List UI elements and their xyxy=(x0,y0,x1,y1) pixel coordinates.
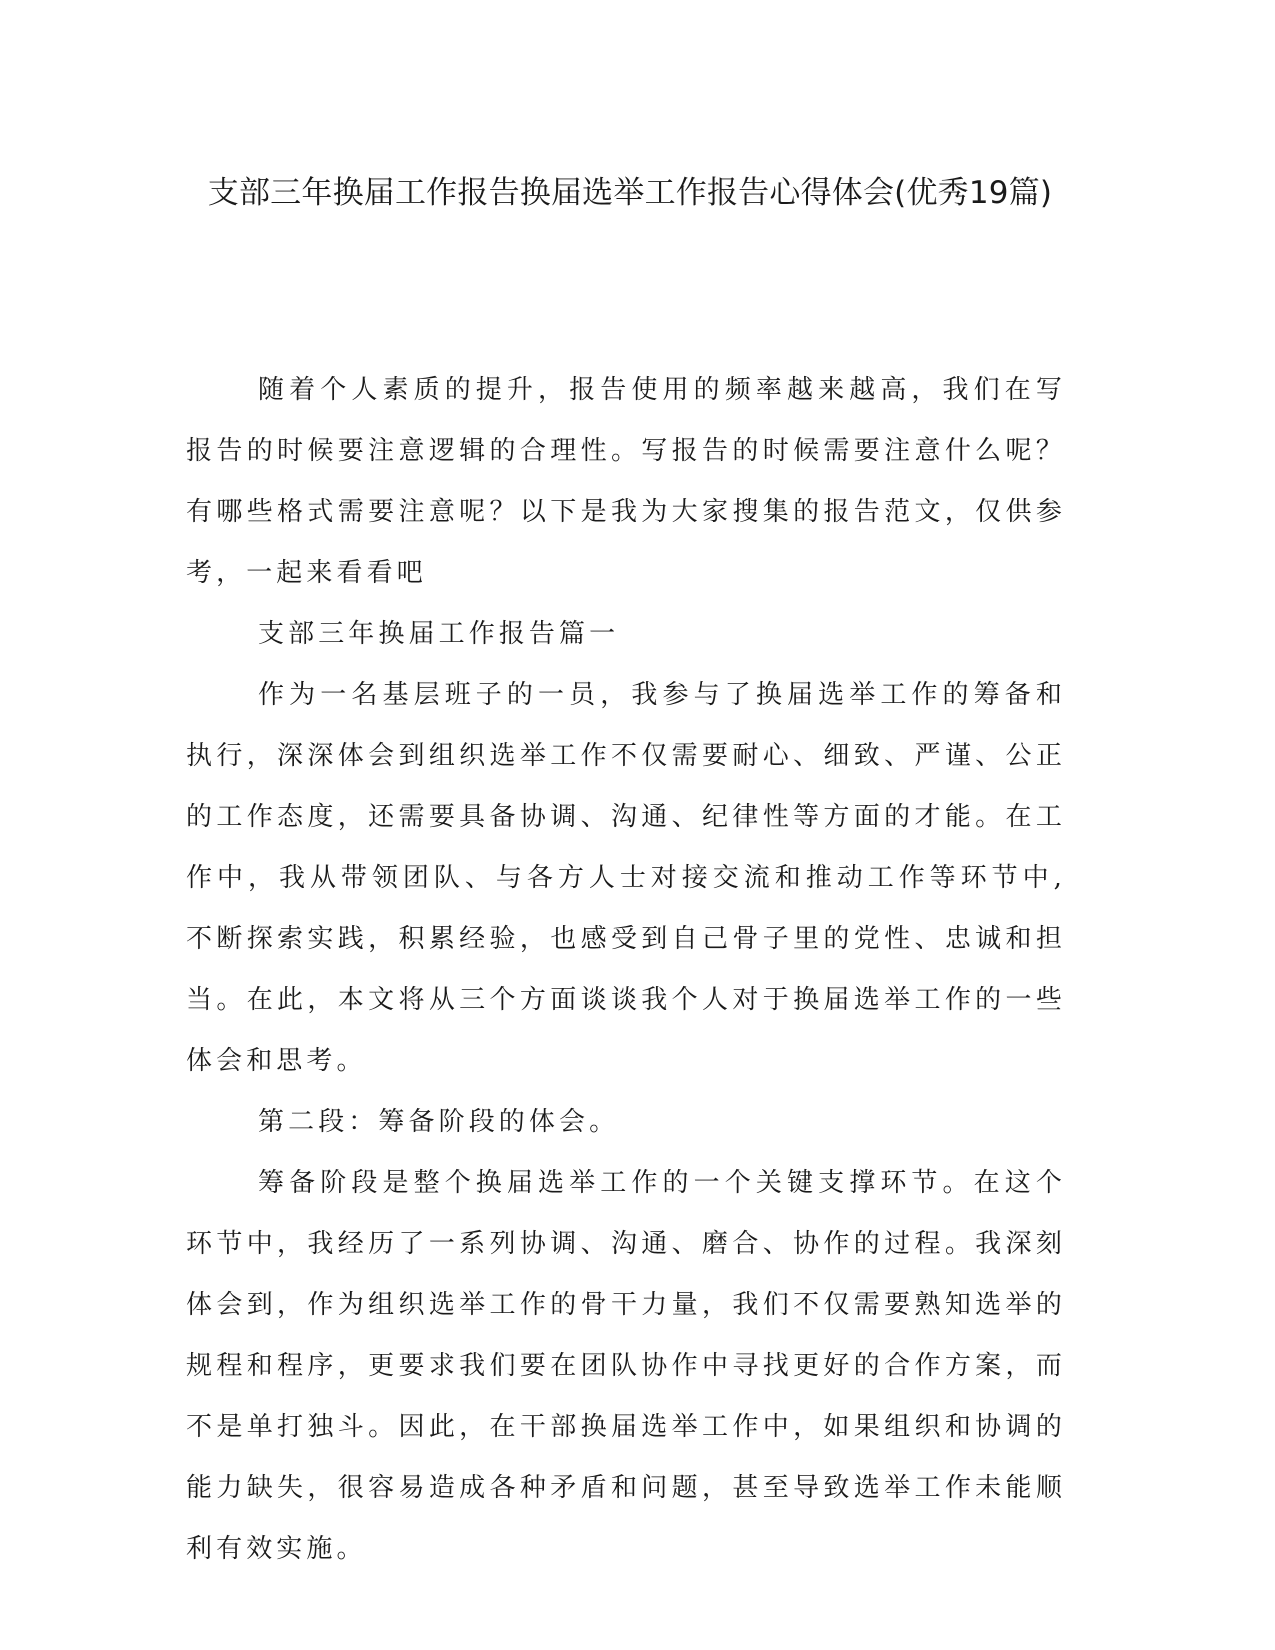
document-title: 支部三年换届工作报告换届选举工作报告心得体会(优秀19篇) xyxy=(207,175,1053,211)
paragraph-intro: 随着个人素质的提升，报告使用的频率越来越高，我们在写报告的时候要注意逻辑的合理性。写报告的时候需要注意什么呢？有哪些格式需要注意呢？以下是我为大家搜集的报告范文，仅供参考，一起来看看吧 xyxy=(186,375,1066,588)
paragraph-2: 筹备阶段是整个换届选举工作的一个关键支撑环节。在这个环节中，我经历了一系列协调、沟通、磨合、协作的过程。我深刻体会到，作为组织选举工作的骨干力量，我们不仅需要熟知选举的规程和程序，更要求我们要在团队协作中寻找更好的合作方案，而不是单打独斗。因此，在干部换届选举工作中，如果组织和协调的能力缺失，很容易造成各种矛盾和问题，甚至导致选举工作未能顺利有效实施。 xyxy=(186,1168,1066,1564)
document-body xyxy=(186,360,1066,1580)
section-heading-1: 支部三年换届工作报告篇一 xyxy=(258,619,620,649)
section-heading-2: 第二段：筹备阶段的体会。 xyxy=(258,1107,620,1137)
paragraph-1: 作为一名基层班子的一员，我参与了换届选举工作的筹备和执行，深深体会到组织选举工作不仅需要耐心、细致、严谨、公正的工作态度，还需要具备协调、沟通、纪律性等方面的才能。在工作中，我从带领团队、与各方人士对接交流和推动工作等环节中,不断探索实践，积累经验，也感受到自己骨子里的党性、忠诚和担当。在此，本文将从三个方面谈谈我个人对于换届选举工作的一些体会和思考。 xyxy=(186,680,1066,1076)
